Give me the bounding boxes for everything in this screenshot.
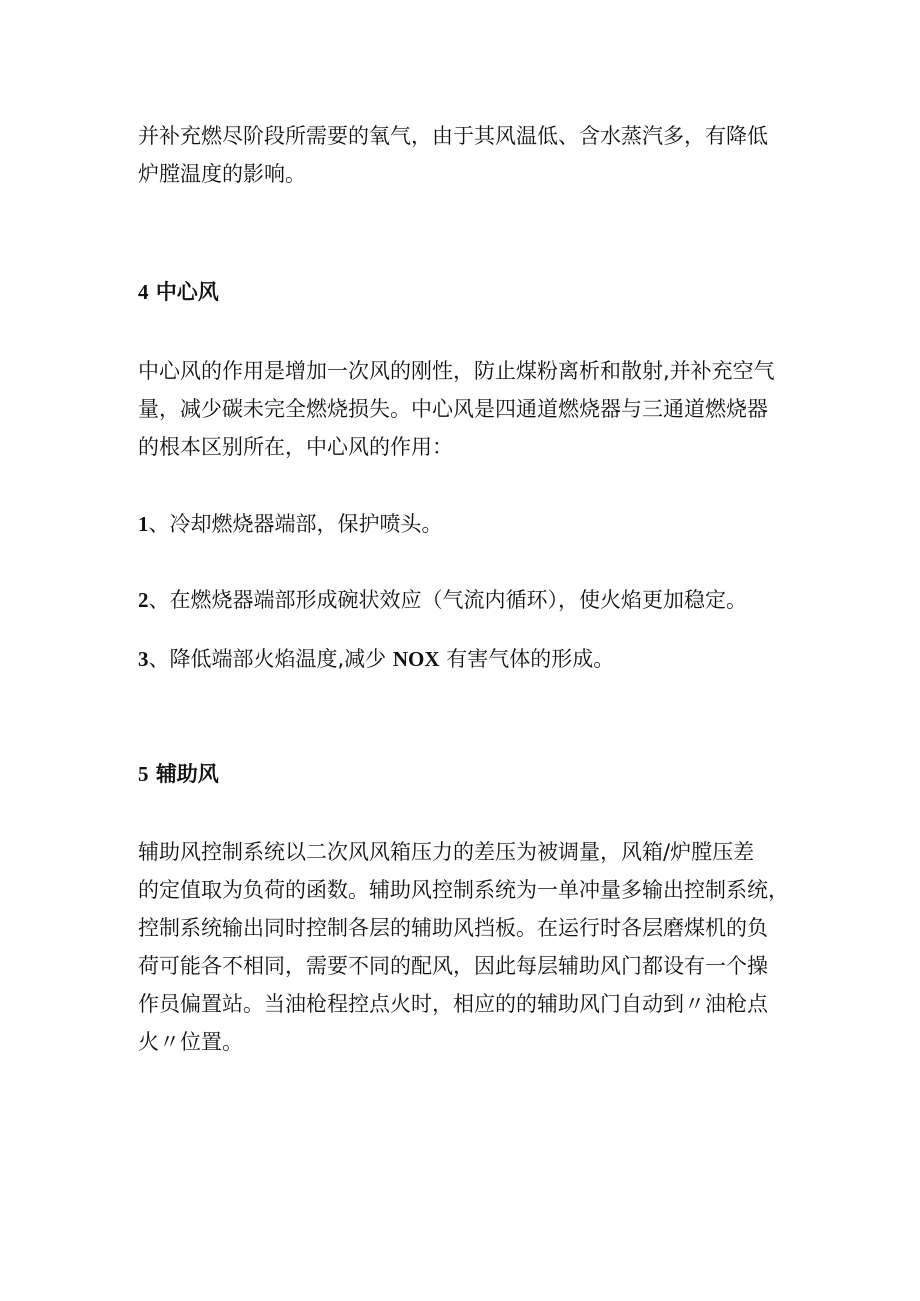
item-3-number: 3 (138, 647, 149, 671)
section-4-body-line-3: 的根本区别所在，中心风的作用： (138, 435, 453, 459)
section-4-body-line-2: 量，减少碳未完全燃烧损失。中心风是四通道燃烧器与三通道燃烧器 (138, 397, 768, 421)
section-4-title: 中心风 (155, 280, 219, 304)
section-5-body (138, 833, 788, 1061)
item-3-text-before: 降低端部火焰温度,减少 (169, 647, 393, 671)
section-4-heading (138, 273, 219, 311)
section-5-body-line-2: 的定值取为负荷的函数。辅助风控制系统为一单冲量多输出控制系统， (138, 878, 789, 902)
intro-line-2: 炉膛温度的影响。 (138, 162, 306, 186)
section-5-body-line-5: 作员偏置站。当油枪程控点火时，相应的的辅助风门自动到〃油枪点 (138, 992, 768, 1016)
item-3-separator: 、 (148, 647, 170, 671)
item-3-emphasis: NOX (392, 647, 440, 671)
section-4-item-1 (138, 505, 443, 543)
section-5-body-line-3: 控制系统输出同时控制各层的辅助风挡板。在运行时各层磨煤机的负 (138, 916, 768, 940)
item-2-separator: 、 (148, 588, 170, 612)
section-5-number: 5 (138, 762, 149, 786)
item-1-number: 1 (138, 512, 149, 536)
item-1-separator: 、 (148, 512, 170, 536)
intro-line-1: 并补充燃尽阶段所需要的氧气，由于其风温低、含水蒸汽多，有降低 (138, 124, 768, 148)
item-2-text: 在燃烧器端部形成碗状效应（气流内循环），使火焰更加稳定。 (169, 588, 747, 612)
item-1-text: 冷却燃烧器端部，保护喷头。 (169, 512, 443, 536)
section-4-body (138, 352, 788, 466)
section-5-title: 辅助风 (155, 762, 219, 786)
section-4-item-3 (138, 640, 614, 678)
section-4-number: 4 (138, 280, 149, 304)
section-5-heading (138, 755, 219, 793)
item-2-number: 2 (138, 588, 149, 612)
intro-paragraph (138, 117, 788, 193)
section-5-body-line-4: 荷可能各不相同，需要不同的配风，因此每层辅助风门都设有一个操 (138, 954, 768, 978)
item-3-text-after: 有害气体的形成。 (439, 647, 615, 671)
section-4-body-line-1: 中心风的作用是增加一次风的刚性，防止煤粉离析和散射,并补充空气 (138, 359, 775, 383)
section-4-item-2 (138, 581, 747, 619)
section-5-body-line-6: 火〃位置。 (138, 1030, 243, 1054)
section-5-body-line-1: 辅助风控制系统以二次风风箱压力的差压为被调量，风箱/炉膛压差 (138, 840, 755, 864)
